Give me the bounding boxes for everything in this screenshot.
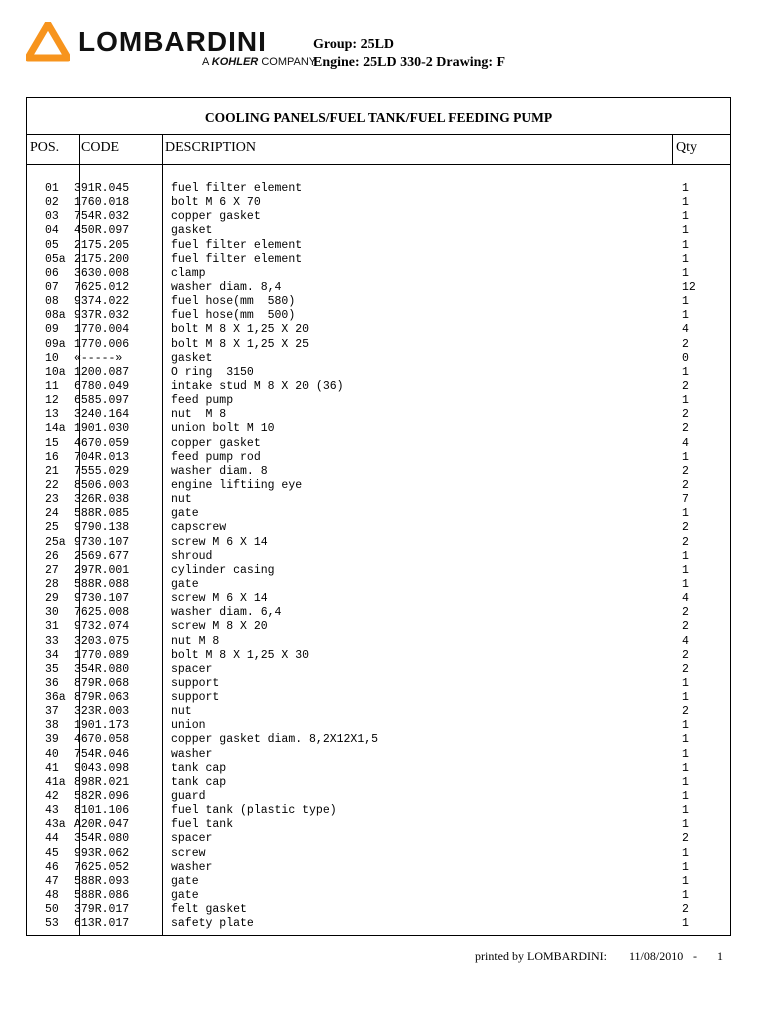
part-position: 05 [45, 238, 59, 252]
part-description: fuel filter element [171, 182, 303, 195]
part-position: 47 [45, 874, 59, 888]
part-code: «-----» [74, 351, 123, 365]
part-description: copper gasket [171, 210, 261, 224]
part-quantity: 1 [682, 747, 689, 761]
table-row [27, 875, 730, 889]
part-description: copper gasket [171, 436, 261, 450]
part-description: bolt M 8 X 1,25 X 25 [171, 337, 310, 351]
brand-name: LOMBARDINI [78, 26, 267, 57]
brand-tagline [202, 56, 316, 68]
part-description: engine liftiing eye [171, 478, 303, 492]
part-description: washer diam. 8 [171, 464, 268, 478]
part-description: gate [171, 507, 199, 521]
part-position: 24 [45, 507, 59, 521]
part-quantity: 1 [682, 860, 689, 874]
column-header-qty: Qty [676, 140, 697, 155]
part-quantity: 1 [682, 577, 689, 591]
part-position: 09a [45, 337, 66, 351]
part-description: clamp [171, 266, 206, 280]
part-code: 6780.049 [74, 379, 130, 393]
table-row [27, 196, 730, 210]
kohler-logo-text: KOHLER [211, 56, 259, 68]
part-code: 588R.093 [74, 874, 130, 888]
part-code: 2175.200 [74, 252, 130, 266]
table-title: COOLING PANELS/FUEL TANK/FUEL FEEDING PUMP [204, 110, 553, 125]
table-row [27, 677, 730, 691]
part-description: fuel tank (plastic type) [171, 804, 337, 818]
part-position: 21 [45, 464, 59, 478]
table-row [27, 733, 730, 747]
part-code: 3240.164 [74, 408, 130, 422]
part-code: 323R.003 [74, 705, 130, 719]
part-description: screw M 8 X 20 [171, 620, 268, 634]
part-quantity: 2 [682, 379, 689, 393]
part-description: copper gasket diam. 8,2X12X1,5 [171, 733, 379, 747]
part-code: A20R.047 [74, 818, 130, 832]
part-position: 04 [45, 224, 59, 238]
part-code: 1770.004 [74, 323, 130, 337]
part-position: 10a [45, 365, 66, 379]
part-code: 326R.038 [74, 493, 130, 507]
part-quantity: 2 [682, 422, 689, 436]
part-position: 27 [45, 563, 59, 577]
part-code: 1901.030 [74, 422, 130, 436]
part-description: screw [171, 846, 206, 860]
header-divider [27, 164, 730, 165]
part-quantity: 2 [682, 903, 689, 917]
part-code: 1200.087 [74, 365, 130, 379]
table-row [27, 182, 730, 196]
part-quantity: 2 [682, 521, 689, 535]
table-row [27, 578, 730, 592]
part-position: 15 [45, 436, 59, 450]
column-header-pos: POS. [30, 140, 60, 155]
part-quantity: 1 [682, 394, 689, 408]
part-quantity: 2 [682, 832, 689, 846]
part-quantity: 1 [682, 733, 689, 747]
part-code: 6585.097 [74, 394, 130, 408]
part-code: 3630.008 [74, 266, 130, 280]
table-row [27, 550, 730, 564]
table-row [27, 507, 730, 521]
table-row [27, 903, 730, 917]
part-description: intake stud M 8 X 20 (36) [171, 379, 344, 393]
part-position: 13 [45, 408, 59, 422]
part-code: 1770.089 [74, 648, 130, 662]
table-row [27, 224, 730, 238]
part-description: tank cap [171, 775, 227, 789]
part-description: nut M 8 [171, 408, 227, 422]
part-description: tank cap [171, 761, 227, 775]
part-position: 25a [45, 535, 66, 549]
part-description: cylinder casing [171, 563, 275, 577]
part-quantity: 1 [682, 889, 689, 903]
part-description: washer [171, 860, 213, 874]
part-position: 25 [45, 521, 59, 535]
part-position: 01 [45, 182, 59, 195]
table-row [27, 663, 730, 677]
part-position: 39 [45, 733, 59, 747]
table-row [27, 889, 730, 903]
table-row [27, 790, 730, 804]
part-position: 33 [45, 634, 59, 648]
part-code: 588R.085 [74, 507, 130, 521]
table-row [27, 776, 730, 790]
table-row [27, 564, 730, 578]
table-row [27, 847, 730, 861]
part-quantity: 2 [682, 464, 689, 478]
part-quantity: 1 [682, 365, 689, 379]
table-row [27, 366, 730, 380]
part-description: fuel filter element [171, 238, 303, 252]
part-code: 8101.106 [74, 804, 130, 818]
part-description: shroud [171, 549, 213, 563]
table-row [27, 451, 730, 465]
part-quantity: 1 [682, 676, 689, 690]
part-description: felt gasket [171, 903, 247, 917]
part-quantity: 1 [682, 563, 689, 577]
part-position: 03 [45, 210, 59, 224]
part-quantity: 1 [682, 719, 689, 733]
part-quantity: 1 [682, 238, 689, 252]
part-code: 1901.173 [74, 719, 130, 733]
footer-separator: - [693, 949, 697, 963]
part-quantity: 7 [682, 493, 689, 507]
part-description: bolt M 6 X 70 [171, 196, 261, 210]
part-position: 05a [45, 252, 66, 266]
part-position: 37 [45, 705, 59, 719]
part-quantity: 2 [682, 648, 689, 662]
part-description: feed pump [171, 394, 234, 408]
part-code: 297R.001 [74, 563, 130, 577]
part-position: 48 [45, 889, 59, 903]
part-position: 41 [45, 761, 59, 775]
part-position: 44 [45, 832, 59, 846]
table-row [27, 832, 730, 846]
part-code: 354R.080 [74, 662, 130, 676]
part-quantity: 1 [682, 775, 689, 789]
part-quantity: 1 [682, 266, 689, 280]
table-row [27, 253, 730, 267]
part-quantity: 1 [682, 224, 689, 238]
part-position: 16 [45, 450, 59, 464]
table-row [27, 592, 730, 606]
part-code: 8506.003 [74, 478, 130, 492]
part-position: 45 [45, 846, 59, 860]
table-row [27, 267, 730, 281]
part-description: gate [171, 874, 199, 888]
table-row [27, 804, 730, 818]
part-quantity: 1 [682, 691, 689, 705]
part-quantity: 1 [682, 196, 689, 210]
part-quantity: 1 [682, 874, 689, 888]
part-description: gasket [171, 224, 213, 238]
group-label: Group: 25LD [313, 37, 395, 52]
part-position: 09 [45, 323, 59, 337]
part-quantity: 4 [682, 323, 689, 337]
part-quantity: 1 [682, 846, 689, 860]
part-code: 7555.029 [74, 464, 130, 478]
part-code: 9730.107 [74, 535, 130, 549]
part-position: 36a [45, 691, 66, 705]
part-code: 1760.018 [74, 196, 130, 210]
part-quantity: 1 [682, 210, 689, 224]
part-description: screw M 6 X 14 [171, 535, 268, 549]
table-row [27, 479, 730, 493]
part-position: 38 [45, 719, 59, 733]
part-code: 898R.021 [74, 775, 130, 789]
table-row [27, 606, 730, 620]
column-header-code: CODE [81, 140, 120, 155]
part-description: spacer [171, 662, 213, 676]
part-description: nut M 8 [171, 634, 220, 648]
part-quantity: 1 [682, 182, 689, 195]
part-quantity: 2 [682, 408, 689, 422]
part-position: 12 [45, 394, 59, 408]
part-position: 40 [45, 747, 59, 761]
part-quantity: 1 [682, 309, 689, 323]
part-position: 02 [45, 196, 59, 210]
part-position: 43 [45, 804, 59, 818]
part-position: 31 [45, 620, 59, 634]
part-quantity: 1 [682, 818, 689, 832]
part-code: 9043.098 [74, 761, 130, 775]
part-position: 42 [45, 790, 59, 804]
table-row [27, 493, 730, 507]
part-code: 993R.062 [74, 846, 130, 860]
part-code: 9732.074 [74, 620, 130, 634]
brand-logo [26, 22, 346, 70]
part-position: 46 [45, 860, 59, 874]
table-row [27, 705, 730, 719]
part-description: bolt M 8 X 1,25 X 20 [171, 323, 310, 337]
table-row [27, 437, 730, 451]
table-row [27, 380, 730, 394]
part-quantity: 1 [682, 450, 689, 464]
part-position: 08a [45, 309, 66, 323]
table-row [27, 861, 730, 875]
part-description: safety plate [171, 917, 254, 931]
part-code: 7625.052 [74, 860, 130, 874]
part-position: 08 [45, 295, 59, 309]
part-description: gate [171, 577, 199, 591]
part-position: 53 [45, 917, 59, 931]
part-description: nut [171, 493, 192, 507]
table-row [27, 536, 730, 550]
part-position: 26 [45, 549, 59, 563]
table-row [27, 338, 730, 352]
table-row [27, 295, 730, 309]
part-code: 582R.096 [74, 790, 130, 804]
part-code: 4670.059 [74, 436, 130, 450]
part-code: 7625.008 [74, 606, 130, 620]
page-number: 1 [717, 949, 723, 963]
part-description: washer diam. 6,4 [171, 606, 282, 620]
part-position: 07 [45, 280, 59, 294]
part-quantity: 1 [682, 507, 689, 521]
part-description: fuel hose(mm 500) [171, 309, 296, 323]
part-code: 391R.045 [74, 182, 130, 195]
column-divider-qty [672, 134, 673, 164]
parts-list [27, 182, 730, 931]
table-row [27, 281, 730, 295]
table-row [27, 691, 730, 705]
part-quantity: 2 [682, 620, 689, 634]
table-row [27, 620, 730, 634]
part-description: support [171, 691, 220, 705]
lombardini-triangle-icon [26, 22, 70, 62]
part-code: 588R.086 [74, 889, 130, 903]
part-description: washer diam. 8,4 [171, 280, 282, 294]
part-position: 36 [45, 676, 59, 690]
table-row [27, 748, 730, 762]
title-divider [27, 134, 730, 135]
part-code: 754R.046 [74, 747, 130, 761]
part-quantity: 1 [682, 252, 689, 266]
part-code: 879R.068 [74, 676, 130, 690]
tagline-suffix: COMPANY [261, 56, 317, 68]
part-quantity: 4 [682, 634, 689, 648]
part-code: 2569.677 [74, 549, 130, 563]
part-quantity: 1 [682, 549, 689, 563]
part-code: 9730.107 [74, 592, 130, 606]
part-position: 23 [45, 493, 59, 507]
part-position: 29 [45, 592, 59, 606]
part-description: feed pump rod [171, 450, 261, 464]
part-position: 28 [45, 577, 59, 591]
part-code: 1770.006 [74, 337, 130, 351]
part-description: guard [171, 790, 206, 804]
part-code: 7625.012 [74, 280, 130, 294]
part-position: 50 [45, 903, 59, 917]
printed-by: printed by LOMBARDINI: [475, 949, 607, 963]
part-position: 22 [45, 478, 59, 492]
part-code: 9374.022 [74, 295, 130, 309]
table-row [27, 352, 730, 366]
table-row [27, 521, 730, 535]
part-code: 937R.032 [74, 309, 130, 323]
part-code: 4670.058 [74, 733, 130, 747]
part-quantity: 0 [682, 351, 689, 365]
part-position: 06 [45, 266, 59, 280]
part-quantity: 2 [682, 478, 689, 492]
part-description: bolt M 8 X 1,25 X 30 [171, 648, 310, 662]
part-quantity: 1 [682, 761, 689, 775]
part-code: 354R.080 [74, 832, 130, 846]
table-row [27, 818, 730, 832]
part-quantity: 1 [682, 804, 689, 818]
table-row [27, 309, 730, 323]
part-code: 754R.032 [74, 210, 130, 224]
part-position: 43a [45, 818, 66, 832]
part-description: O ring 3150 [171, 365, 254, 379]
part-description: union [171, 719, 206, 733]
part-code: 2175.205 [74, 238, 130, 252]
part-description: capscrew [171, 521, 227, 535]
table-row [27, 719, 730, 733]
print-date: 11/08/2010 [629, 949, 684, 963]
table-row [27, 649, 730, 663]
part-quantity: 1 [682, 295, 689, 309]
table-row [27, 323, 730, 337]
part-position: 10 [45, 351, 59, 365]
table-row [27, 394, 730, 408]
column-header-description: DESCRIPTION [165, 140, 257, 155]
table-row [27, 408, 730, 422]
part-position: 35 [45, 662, 59, 676]
part-quantity: 2 [682, 606, 689, 620]
part-quantity: 2 [682, 337, 689, 351]
part-code: 613R.017 [74, 917, 130, 931]
part-description: spacer [171, 832, 213, 846]
part-description: screw M 6 X 14 [171, 592, 268, 606]
part-quantity: 1 [682, 917, 689, 931]
part-position: 30 [45, 606, 59, 620]
part-position: 14a [45, 422, 66, 436]
tagline-prefix: A [202, 56, 209, 68]
part-code: 379R.017 [74, 903, 130, 917]
part-position: 11 [45, 379, 59, 393]
part-description: gate [171, 889, 199, 903]
part-description: fuel filter element [171, 252, 303, 266]
part-quantity: 2 [682, 662, 689, 676]
part-quantity: 2 [682, 535, 689, 549]
part-description: nut [171, 705, 192, 719]
part-quantity: 2 [682, 705, 689, 719]
table-row [27, 465, 730, 479]
part-code: 704R.013 [74, 450, 130, 464]
part-description: washer [171, 747, 213, 761]
table-row [27, 239, 730, 253]
part-quantity: 4 [682, 436, 689, 450]
parts-table [26, 97, 731, 936]
part-description: fuel tank [171, 818, 234, 832]
table-row [27, 422, 730, 436]
part-code: 879R.063 [74, 691, 130, 705]
table-row [27, 917, 730, 931]
part-quantity: 4 [682, 592, 689, 606]
part-position: 34 [45, 648, 59, 662]
part-code: 9790.138 [74, 521, 130, 535]
part-description: gasket [171, 351, 213, 365]
table-row [27, 635, 730, 649]
table-row [27, 210, 730, 224]
part-quantity: 12 [682, 280, 696, 294]
part-quantity: 1 [682, 790, 689, 804]
part-description: union bolt M 10 [171, 422, 275, 436]
engine-drawing-label: Engine: 25LD 330-2 Drawing: F [313, 55, 506, 70]
table-row [27, 762, 730, 776]
part-position: 41a [45, 775, 66, 789]
part-code: 450R.097 [74, 224, 130, 238]
part-description: fuel hose(mm 580) [171, 295, 296, 309]
part-description: support [171, 676, 220, 690]
part-code: 588R.088 [74, 577, 130, 591]
part-code: 3203.075 [74, 634, 130, 648]
